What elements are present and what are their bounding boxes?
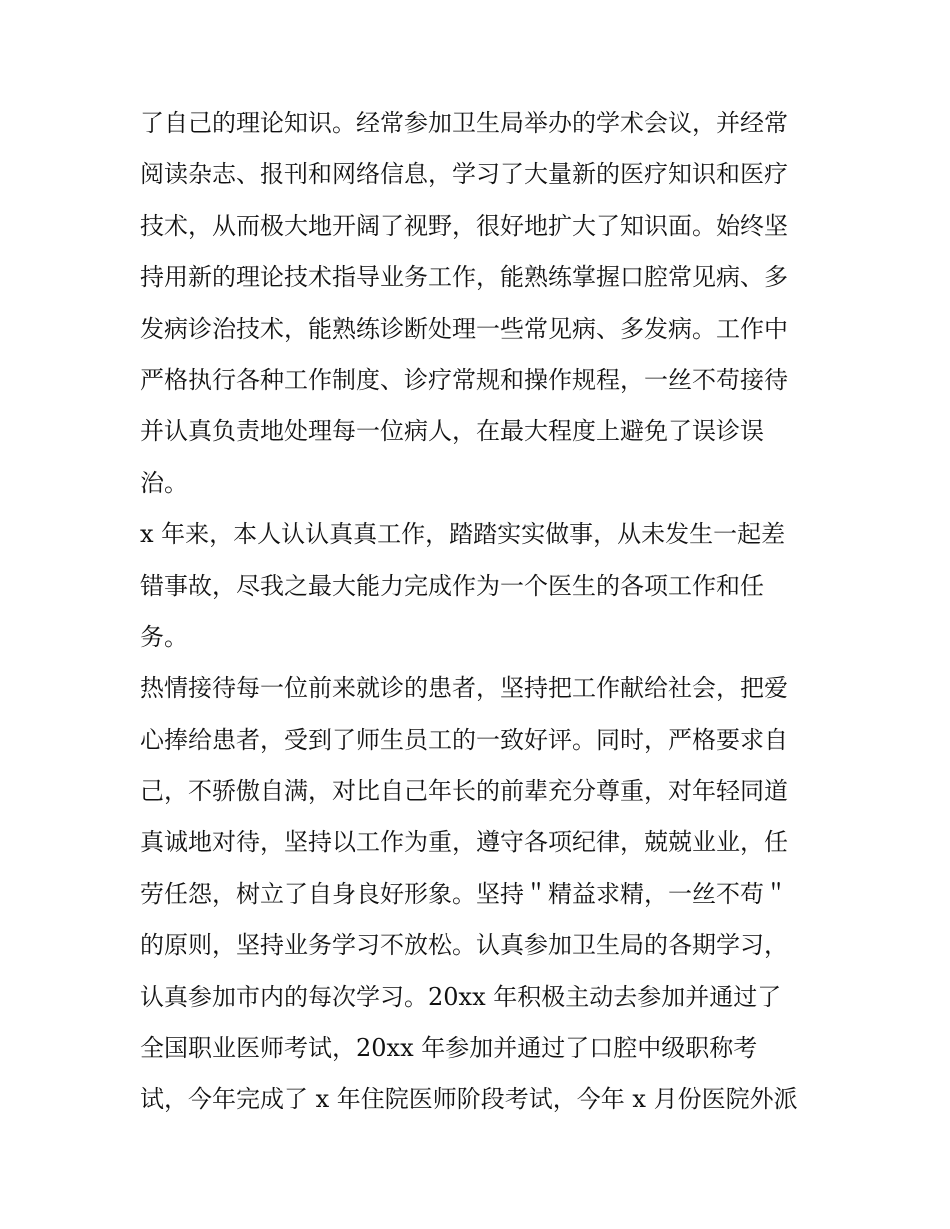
document-body	[140, 98, 820, 1126]
text-line: 劳任怨，树立了自身良好形象。坚持＂精益求精，一丝不苟＂	[140, 879, 788, 908]
text-line: 心捧给患者，受到了师生员工的一致好评。同时，严格要求自	[140, 725, 788, 754]
text-line: x 年来，本人认认真真工作，踏踏实实做事，从未发生一起差	[140, 520, 786, 549]
text-line: 己，不骄傲自满，对比自己年长的前辈充分尊重，对年轻同道	[140, 777, 788, 806]
text-line: 真诚地对待，坚持以工作为重，遵守各项纪律，兢兢业业，任	[140, 828, 788, 857]
text-line: 务。	[140, 622, 188, 651]
text-line: 试，今年完成了 x 年住院医师阶段考试，今年 x 月份医院外派	[140, 1085, 798, 1114]
text-line: 全国职业医师考试，20xx 年参加并通过了口腔中级职称考	[140, 1034, 758, 1063]
text-line: 并认真负责地处理每一位病人，在最大程度上避免了误诊误	[140, 417, 764, 446]
text-line: 阅读杂志、报刊和网络信息，学习了大量新的医疗知识和医疗	[140, 160, 788, 189]
text-line: 严格执行各种工作制度、诊疗常规和操作规程，一丝不苟接待	[140, 365, 788, 394]
text-line: 持用新的理论技术指导业务工作，能熟练掌握口腔常见病、多	[140, 263, 788, 292]
text-line: 发病诊治技术，能熟练诊断处理一些常见病、多发病。工作中	[140, 314, 788, 343]
text-line: 技术，从而极大地开阔了视野，很好地扩大了知识面。始终坚	[140, 211, 788, 240]
text-line: 错事故，尽我之最大能力完成作为一个医生的各项工作和任	[140, 571, 764, 600]
text-line: 的原则，坚持业务学习不放松。认真参加卫生局的各期学习，	[140, 931, 788, 960]
text-line: 治。	[140, 468, 188, 497]
text-line: 热情接待每一位前来就诊的患者，坚持把工作献给社会，把爱	[140, 674, 788, 703]
text-line: 认真参加市内的每次学习。20xx 年积极主动去参加并通过了	[140, 982, 782, 1011]
text-line: 了自己的理论知识。经常参加卫生局举办的学术会议，并经常	[140, 109, 788, 137]
